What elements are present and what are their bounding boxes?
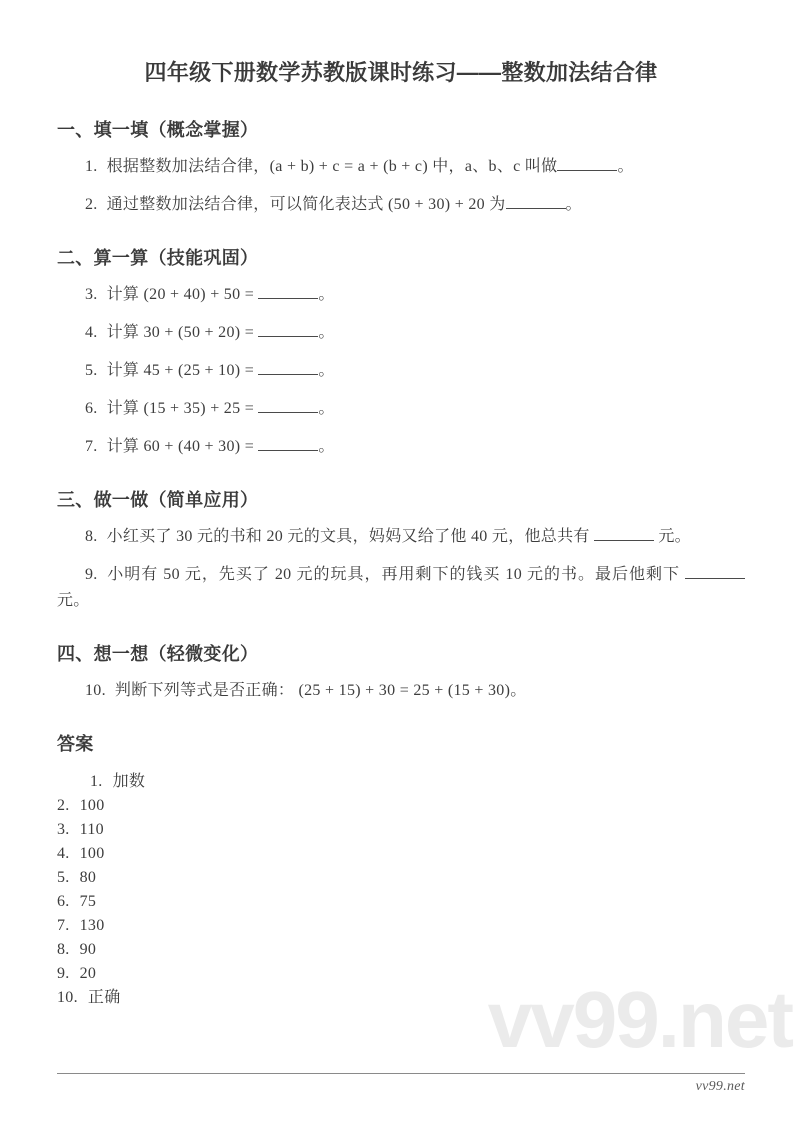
answer-item (57, 890, 745, 914)
question-number: 3. (85, 286, 98, 303)
answer-item (57, 794, 745, 818)
answer-value: 加数 (112, 773, 146, 790)
question-number: 4. (85, 324, 98, 341)
question (57, 562, 745, 614)
answer-item (57, 818, 745, 842)
section-heading: 三、做一做（简单应用） (57, 490, 259, 510)
question-number: 6. (85, 400, 98, 417)
answer-value: 正确 (87, 989, 121, 1006)
question-text: 小明有 50 元，先买了 20 元的玩具，再用剩下的钱买 10 元的书。最后他剩下 (106, 566, 685, 583)
question-text: 计算 45 + (25 + 10) = (106, 362, 259, 379)
answer-number: 4. (57, 845, 70, 862)
answer-blank (506, 194, 566, 209)
question-suffix: 。 (318, 438, 335, 455)
answer-item (57, 842, 745, 866)
answer-value: 110 (79, 821, 104, 838)
question (57, 154, 745, 180)
answers-heading: 答案 (57, 734, 94, 754)
answer-value: 100 (79, 845, 105, 862)
answer-number: 8. (57, 941, 70, 958)
answer-value: 100 (79, 797, 105, 814)
answer-number: 10. (57, 989, 78, 1006)
question-suffix: 。 (318, 362, 335, 379)
answer-value: 80 (79, 869, 97, 886)
answer-item (57, 866, 745, 890)
section-heading: 四、想一想（轻微变化） (57, 644, 259, 664)
answer-item (57, 914, 745, 938)
question-suffix: 。 (565, 196, 582, 213)
section-heading: 一、填一填（概念掌握） (57, 120, 259, 140)
answer-blank (258, 284, 318, 299)
question-sections (57, 118, 745, 704)
question-text: 计算 30 + (50 + 20) = (106, 324, 259, 341)
answer-value: 20 (79, 965, 97, 982)
question (57, 396, 745, 422)
answer-number: 1. (90, 773, 103, 790)
answer-number: 6. (57, 893, 70, 910)
answer-number: 2. (57, 797, 70, 814)
answer-item (57, 770, 745, 794)
question-text: 通过整数加法结合律，可以简化表达式 (50 + 30) + 20 为 (106, 196, 506, 213)
question (57, 434, 745, 460)
answer-blank (557, 156, 617, 171)
question (57, 678, 745, 704)
question-number: 5. (85, 362, 98, 379)
question-text: 判断下列等式是否正确： (25 + 15) + 30 = 25 + (15 + 30)。 (114, 682, 527, 699)
page-title: 四年级下册数学苏教版课时练习——整数加法结合律 (144, 60, 658, 85)
answers-list (57, 770, 745, 1010)
answer-blank (258, 360, 318, 375)
question-suffix: 。 (617, 158, 634, 175)
question-text: 计算 60 + (40 + 30) = (106, 438, 259, 455)
question-suffix: 。 (318, 400, 335, 417)
question (57, 192, 745, 218)
question (57, 320, 745, 346)
question-number: 1. (85, 158, 98, 175)
answer-blank (258, 398, 318, 413)
section-heading: 二、算一算（技能巩固） (57, 248, 259, 268)
question-text: 根据整数加法结合律，(a + b) + c = a + (b + c) 中，a、b、c 叫做 (106, 158, 558, 175)
answer-number: 3. (57, 821, 70, 838)
question-suffix: 。 (318, 286, 335, 303)
answer-item (57, 938, 745, 962)
question-number: 10. (85, 682, 106, 699)
answer-item (57, 962, 745, 986)
question-suffix: 元。 (654, 528, 691, 545)
question-text: 小红买了 30 元的书和 20 元的文具，妈妈又给了他 40 元，他总共有 (106, 528, 595, 545)
question-number: 8. (85, 528, 98, 545)
question-suffix: 元。 (57, 592, 90, 609)
answer-value: 90 (79, 941, 97, 958)
question (57, 524, 745, 550)
answer-number: 9. (57, 965, 70, 982)
answer-blank (258, 436, 318, 451)
question (57, 358, 745, 384)
answer-number: 5. (57, 869, 70, 886)
question-text: 计算 (20 + 40) + 50 = (106, 286, 259, 303)
footer-site-credit: vv99.net (695, 1079, 745, 1094)
question (57, 282, 745, 308)
answer-value: 75 (79, 893, 97, 910)
question-number: 9. (85, 566, 98, 583)
answer-blank (685, 564, 745, 579)
answer-value: 130 (79, 917, 105, 934)
question-number: 7. (85, 438, 98, 455)
answer-number: 7. (57, 917, 70, 934)
answer-blank (258, 322, 318, 337)
question-number: 2. (85, 196, 98, 213)
question-suffix: 。 (318, 324, 335, 341)
answer-blank (594, 526, 654, 541)
question-text: 计算 (15 + 35) + 25 = (106, 400, 259, 417)
footer-divider (57, 1073, 745, 1074)
watermark: vv99.net (487, 975, 792, 1064)
answer-item (57, 986, 745, 1010)
